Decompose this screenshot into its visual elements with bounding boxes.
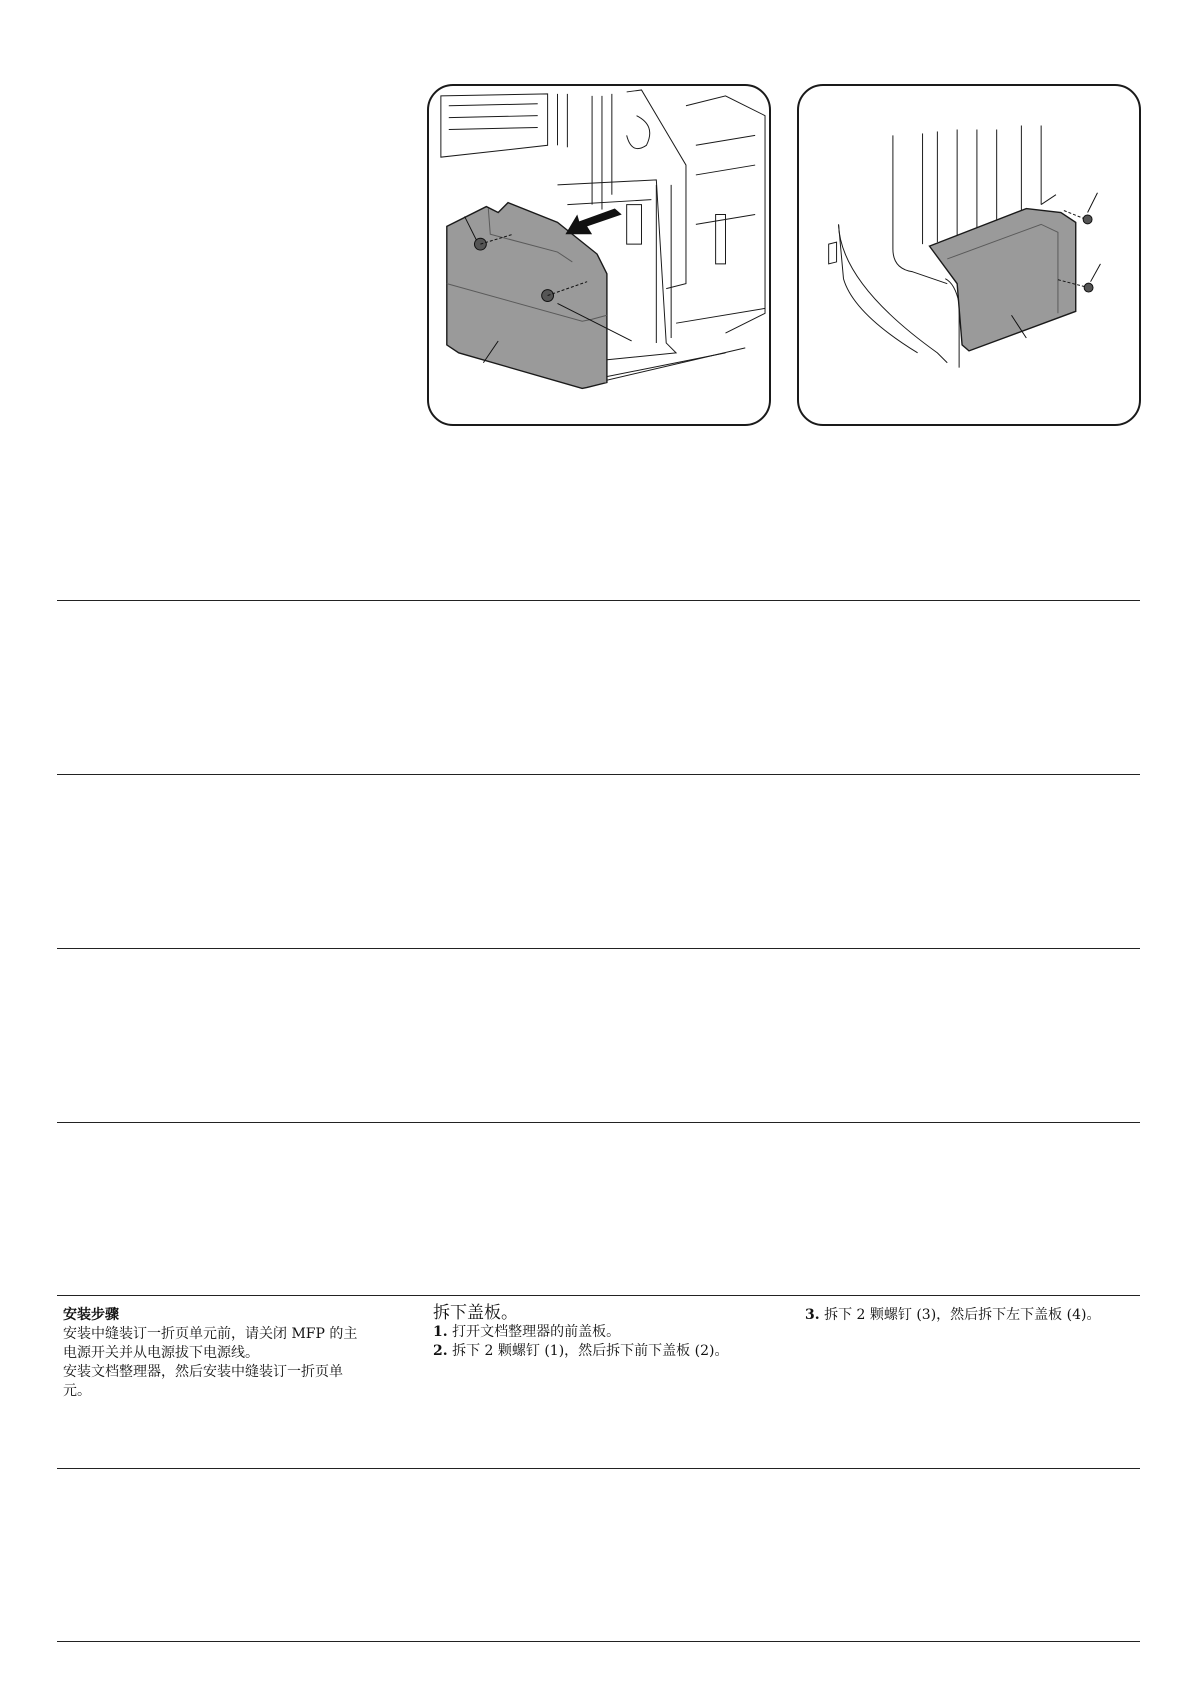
illustration-left-lower-cover bbox=[799, 86, 1139, 424]
section-divider bbox=[57, 1295, 1140, 1296]
install-line: 元。 bbox=[63, 1383, 91, 1399]
install-line: 安装文档整理器，然后安装中缝装订一折页单 bbox=[63, 1364, 343, 1380]
step-number: 3. bbox=[805, 1307, 820, 1323]
section-divider bbox=[57, 600, 1140, 601]
step-2 bbox=[433, 1342, 773, 1361]
step-text: 打开文档整理器的前盖板。 bbox=[452, 1324, 621, 1340]
remove-covers-column bbox=[433, 1304, 773, 1361]
step-text: 拆下 2 颗螺钉 (3)，然后拆下左下盖板 (4)。 bbox=[824, 1307, 1101, 1323]
install-line: 安装中缝装订一折页单元前，请关闭 MFP 的主 bbox=[63, 1326, 358, 1342]
step3-column bbox=[805, 1306, 1140, 1325]
section-divider bbox=[57, 1122, 1140, 1123]
figure-left-cover-removal bbox=[797, 84, 1141, 426]
install-procedure-column bbox=[63, 1306, 403, 1401]
step-number: 2. bbox=[433, 1343, 448, 1359]
section-divider bbox=[57, 1468, 1140, 1469]
step-3 bbox=[805, 1306, 1140, 1325]
remove-heading: 拆下盖板。 bbox=[433, 1303, 518, 1323]
section-divider bbox=[57, 948, 1140, 949]
step-1 bbox=[433, 1323, 773, 1342]
section-divider bbox=[57, 1641, 1140, 1642]
figure-front-cover-removal bbox=[427, 84, 771, 426]
arrow-icon bbox=[565, 209, 621, 235]
section-divider bbox=[57, 774, 1140, 775]
install-line: 电源开关并从电源拔下电源线。 bbox=[63, 1345, 259, 1361]
install-heading: 安装步骤 bbox=[63, 1307, 119, 1323]
illustration-front-lower-cover bbox=[429, 86, 769, 424]
step-number: 1. bbox=[433, 1324, 448, 1340]
step-text: 拆下 2 颗螺钉 (1)，然后拆下前下盖板 (2)。 bbox=[452, 1343, 729, 1359]
